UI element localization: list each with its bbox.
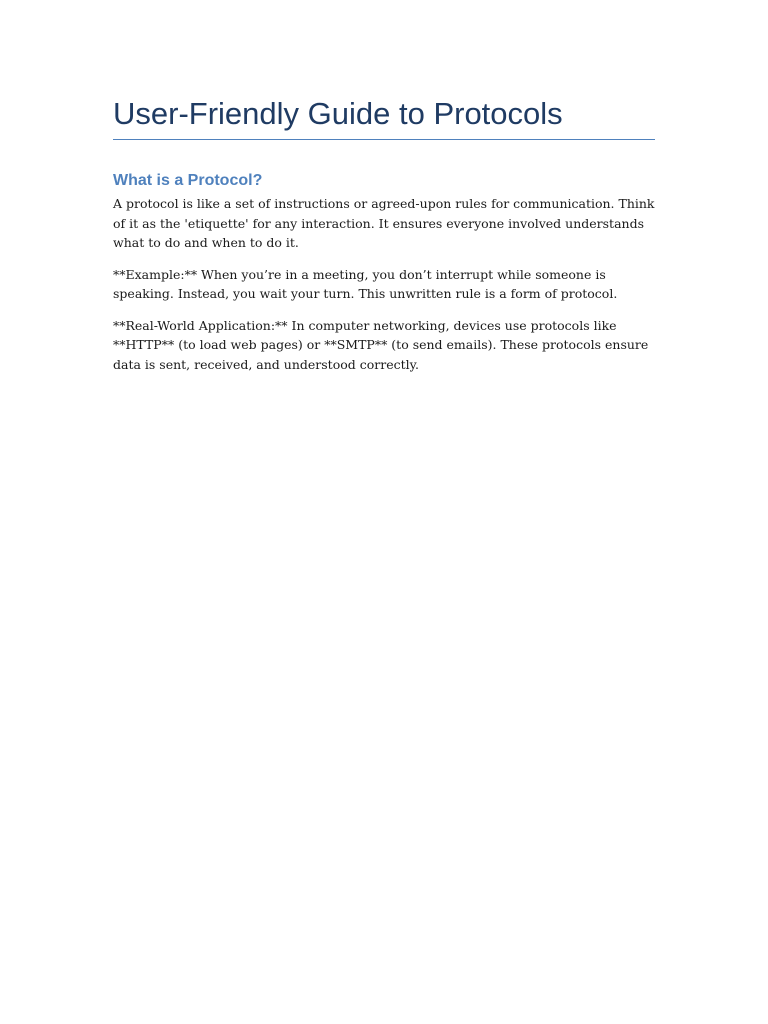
- paragraph-definition: A protocol is like a set of instructions or agreed-upon rules for communication. Think of it as the 'etiquette' for any interaction. It ensures everyone involved understands what to do and when to do it.: [113, 196, 655, 250]
- section-heading: What is a Protocol?: [113, 172, 263, 189]
- paragraph-real-world-application: **Real-World Application:** In computer networking, devices use protocols like **HTTP** (to load web pages) or **SMTP** (to send emails). These protocols ensure data is sent, received, and understood correctly.: [113, 317, 649, 372]
- paragraph-example: **Example:** When you’re in a meeting, you don’t interrupt while someone is speaking. Instead, you wait your turn. This unwritten rule is a form of protocol.: [113, 266, 618, 301]
- document-body: [113, 92, 655, 386]
- document-title: User-Friendly Guide to Protocols: [113, 96, 563, 131]
- title-underline-rule: [113, 139, 655, 140]
- section-what-is-a-protocol: [113, 170, 655, 374]
